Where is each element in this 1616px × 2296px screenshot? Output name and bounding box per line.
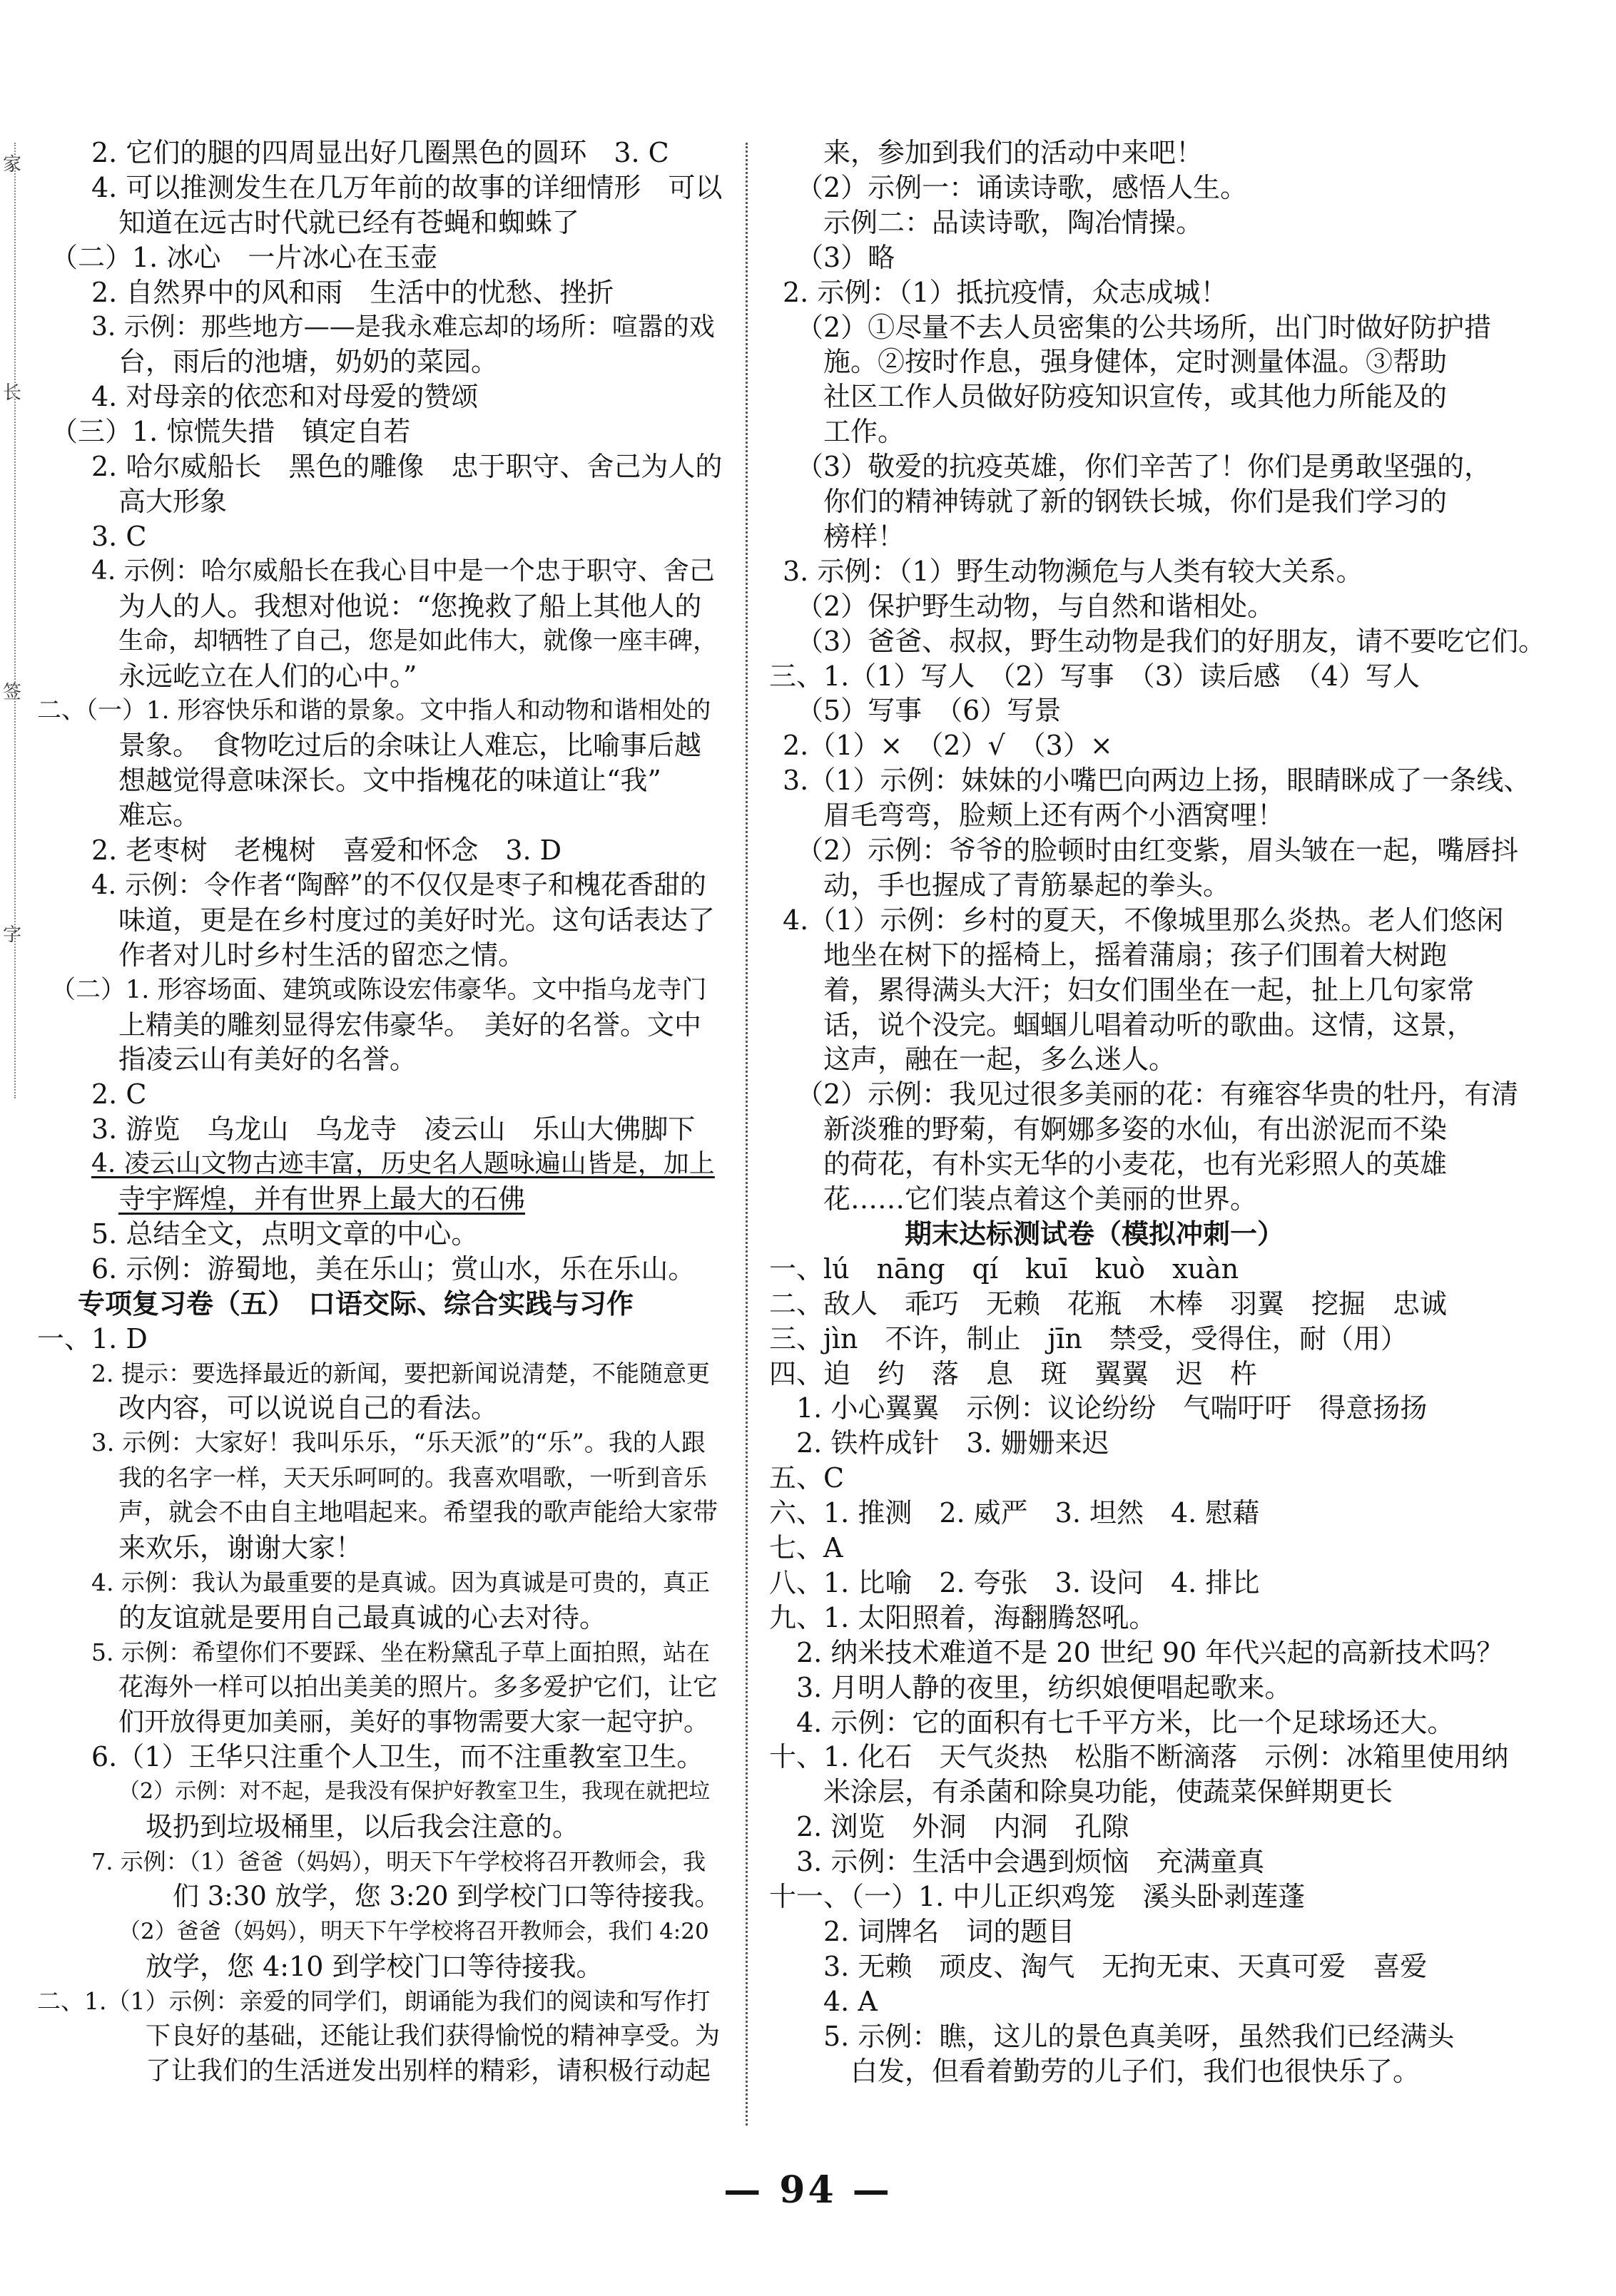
answer-line: 施。②按时作息，强身健体，定时测量体温。③帮助 [823, 346, 1448, 378]
answer-line: 景象。 食物吃过后的余味让人难忘，比喻事后越 [118, 730, 702, 762]
answer-line: 五、C [769, 1462, 845, 1494]
binding-margin-line [14, 143, 16, 1098]
answer-line: 4. 对母亲的依恋和对母爱的赞颂 [91, 381, 479, 413]
answer-line: （2）示例：爷爷的脸顿时由红变紫，眉头皱在一起，嘴唇抖 [796, 835, 1519, 866]
answer-line: 5. 总结全文，点明文章的中心。 [91, 1218, 479, 1250]
answer-line: 4. 示例：哈尔威船长在我心目中是一个忠于职守、舍己 [91, 556, 715, 586]
answer-line: 三、1.（1）写人 （2）写事 （3）读后感 （4）写人 [769, 660, 1420, 692]
answer-line: 这声，融在一起，多么迷人。 [823, 1044, 1177, 1076]
answer-line: （三）1. 惊慌失措 镇定自若 [51, 416, 411, 448]
answer-line: 2. C [91, 1078, 147, 1111]
answer-line: 知道在远古时代就已经有苍蝇和蜘蛛了 [118, 206, 580, 238]
answer-line: （二）1. 形容场面、建筑或陈设宏伟豪华。文中指乌龙寺门 [51, 975, 707, 1004]
answer-line: 的荷花，有朴实无华的小麦花，也有光彩照人的英雄 [823, 1148, 1448, 1180]
answer-line: 米涂层，有杀菌和除臭功能，使蔬菜保鲜期更长 [823, 1776, 1393, 1808]
answer-line: 动，手也握成了青筋暴起的拳头。 [823, 869, 1231, 901]
answer-line: 2. 自然界中的风和雨 生活中的忧愁、挫折 [91, 276, 614, 308]
answer-line: 寺宇辉煌，并有世界上最大的石佛 [118, 1183, 526, 1215]
answer-line: 3. 游览 乌龙山 乌龙寺 凌云山 乐山大佛脚下 [91, 1113, 696, 1146]
answer-line: 2. 铁杵成针 3. 姗姗来迟 [796, 1427, 1109, 1459]
answer-line: 3. 示例：（1）野生动物濒危与人类有较大关系。 [783, 555, 1363, 587]
answer-line: 花……它们装点着这个美丽的世界。 [823, 1183, 1258, 1215]
answer-line: 作者对儿时乡村生活的留恋之情。 [118, 939, 526, 971]
answer-line: 4. 示例：它的面积有七千平方米，比一个足球场还大。 [796, 1706, 1455, 1738]
answer-line: 生命，却牺牲了自己，您是如此伟大，就像一座丰碑， [118, 626, 718, 655]
answer-line: 4. 凌云山文物古迹丰富，历史名人题咏遍山皆是，加上 [91, 1149, 715, 1179]
answer-line: 2.（1）× （2）√ （3）× [783, 730, 1113, 762]
binding-margin-char: 家 [3, 154, 22, 175]
answer-line: （2）示例一：诵读诗歌，感悟人生。 [796, 171, 1248, 203]
answer-line: 示例二：品读诗歌，陶冶情操。 [823, 206, 1204, 238]
section-heading: 期末达标测试卷（模拟冲刺一） [905, 1217, 1285, 1250]
answer-line: 2. 浏览 外洞 内洞 孔隙 [796, 1811, 1129, 1843]
answer-line: 七、A [769, 1532, 843, 1563]
answer-line: 二、1.（1）示例：亲爱的同学们，朗诵能为我们的阅读和写作打 [37, 1986, 711, 2015]
answer-line: 下良好的基础，还能让我们获得愉悦的精神享受。为 [146, 2021, 721, 2051]
answer-line: （二）1. 冰心 一片冰心在玉壶 [51, 241, 438, 273]
answer-line: 花海外一样可以拍出美美的照片。多多爱护它们，让它 [118, 1673, 718, 1702]
answer-line: 4. 示例：我认为最重要的是真诚。因为真诚是可贵的，真正 [91, 1568, 710, 1596]
answer-line: 四、迫 约 落 息 斑 翼翼 迟 杵 [769, 1357, 1258, 1389]
answer-line: （3）略 [796, 241, 895, 273]
answer-line: 榜样！ [823, 520, 905, 552]
answer-line: 2. 词牌名 词的题目 [823, 1915, 1075, 1947]
answer-line: （5）写事 （6）写景 [796, 695, 1062, 727]
answer-line: 难忘。 [118, 800, 200, 832]
answer-line: 们开放得更加美丽，美好的事物需要大家一起守护。 [118, 1707, 710, 1737]
answer-line: 2. 哈尔威船长 黑色的雕像 忠于职守、舍己为人的 [91, 451, 723, 483]
answer-line: 7. 示例：（1）爸爸（妈妈），明天下午学校将召开教师会，我 [91, 1848, 706, 1876]
answer-line: （2）爸爸（妈妈），明天下午学校将召开教师会，我们 4:20 [118, 1918, 709, 1944]
answer-line: 5. 示例：瞧，这儿的景色真美呀，虽然我们已经满头 [823, 2020, 1455, 2052]
answer-line: 话，说个没完。蝈蝈儿唱着动听的歌曲。这情，这景， [823, 1009, 1475, 1041]
answer-line: 台，雨后的池塘，奶奶的菜园。 [118, 346, 499, 378]
page-number: — 94 — [723, 2168, 893, 2212]
answer-line: 永远屹立在人们的心中。” [118, 660, 417, 692]
answer-line: （2）保护野生动物，与自然和谐相处。 [796, 590, 1275, 622]
answer-line: 来欢乐，谢谢大家！ [118, 1532, 363, 1563]
answer-line: 眉毛弯弯，脸颊上还有两个小酒窝哩！ [823, 800, 1285, 832]
answer-line: 2. 它们的腿的四周显出好几圈黑色的圆环 3. C [91, 137, 669, 168]
answer-line: 六、1. 推测 2. 威严 3. 坦然 4. 慰藉 [769, 1497, 1260, 1529]
answer-line: 三、jìn 不许，制止 jīn 禁受，受得住，耐（用） [769, 1322, 1408, 1354]
answer-line: 十一、（一）1. 中儿正织鸡笼 溪头卧剥莲蓬 [769, 1881, 1306, 1912]
answer-line: 3. C [91, 520, 147, 552]
answer-line: 2. 纳米技术难道不是 20 世纪 90 年代兴起的高新技术吗？ [796, 1636, 1504, 1668]
answer-line: 着，累得满头大汗；妇女们围坐在一起，扯上几句家常 [823, 974, 1475, 1006]
answer-line: 4. A [823, 1985, 878, 2017]
answer-line: 二、敌人 乖巧 无赖 花瓶 木棒 羽翼 挖掘 忠诚 [769, 1287, 1448, 1320]
answer-line: 八、1. 比喻 2. 夸张 3. 设问 4. 排比 [769, 1566, 1260, 1598]
binding-margin-char: 长 [3, 382, 22, 404]
binding-margin-char: 签 [3, 682, 22, 703]
answer-line: 上精美的雕刻显得宏伟豪华。 美好的名誉。文中 [118, 1009, 702, 1041]
answer-line: 2. 示例：（1）抵抗疫情，众志成城！ [783, 276, 1228, 308]
answer-line: 二、（一）1. 形容快乐和谐的景象。文中指人和动物和谐相处的 [37, 696, 711, 725]
answer-line: 4. 可以推测发生在几万年前的故事的详细情形 可以 [91, 171, 723, 203]
answer-line: 社区工作人员做好防疫知识宣传，或其他力所能及的 [823, 381, 1448, 413]
answer-line: 3. 示例：生活中会遇到烦恼 充满童真 [796, 1846, 1265, 1878]
answer-line: 改内容，可以说说自己的看法。 [118, 1392, 499, 1424]
answer-line: 1. 小心翼翼 示例：议论纷纷 气喘吁吁 得意扬扬 [796, 1392, 1428, 1424]
answer-line: （2）示例：我见过很多美丽的花：有雍容华贵的牡丹，有清 [796, 1078, 1519, 1111]
binding-margin-char: 字 [3, 924, 22, 946]
answer-line: 6. 示例：游蜀地，美在乐山；赏山水，乐在乐山。 [91, 1252, 696, 1285]
section-heading: 专项复习卷（五） 口语交际、综合实践与习作 [78, 1287, 634, 1320]
answer-line: 高大形象 [118, 486, 228, 517]
binding-edge [0, 136, 21, 1091]
answer-line: 白发，但看着勤劳的儿子们，我们也很快乐了。 [850, 2055, 1421, 2087]
answer-line: 4. 示例：令作者“陶醉”的不仅仅是枣子和槐花香甜的 [91, 869, 706, 900]
answer-line: 来，参加到我们的活动中来吧！ [823, 137, 1204, 168]
answer-line: 工作。 [823, 416, 905, 448]
answer-line: 地坐在树下的摇椅上，摇着蒲扇；孩子们围着大树跑 [823, 939, 1448, 971]
answer-line: 5. 示例：希望你们不要踩、坐在粉黛乱子草上面拍照，站在 [91, 1638, 710, 1666]
answer-line: 放学，您 4:10 到学校门口等待接我。 [146, 1950, 604, 1982]
answer-line: （2）示例：对不起，是我没有保护好教室卫生，我现在就把垃 [118, 1779, 711, 1805]
answer-line: 十、1. 化石 天气炎热 松脂不断滴落 示例：冰箱里使用纳 [769, 1741, 1509, 1773]
answer-line: 我的名字一样，天天乐呵呵的。我喜欢唱歌，一听到音乐 [118, 1464, 707, 1492]
answer-line: 3. 月明人静的夜里，纺织娘便唱起歌来。 [796, 1671, 1292, 1703]
answer-line: 的友谊就是要用自己最真诚的心去对待。 [118, 1601, 607, 1633]
answer-line: 了让我们的生活迸发出别样的精彩，请积极行动起 [146, 2056, 711, 2086]
answer-line: 味道，更是在乡村度过的美好时光。这句话表达了 [118, 904, 716, 936]
answer-line: 九、1. 太阳照着，海翻腾怒吼。 [769, 1601, 1157, 1633]
answer-line: （2）①尽量不去人员密集的公共场所，出门时做好防护措 [796, 311, 1492, 343]
answer-line: 3. 无赖 顽皮、淘气 无拘无束、天真可爱 喜爱 [823, 1950, 1428, 1982]
answer-line: 为人的人。我想对他说：“您挽救了船上其他人的 [118, 590, 702, 622]
answer-line: 一、lú nāng qí kuī kuò xuàn [769, 1252, 1239, 1285]
answer-line: 3.（1）示例：妹妹的小嘴巴向两边上扬，眼睛眯成了一条线、 [783, 765, 1531, 797]
answer-line: 4.（1）示例：乡村的夏天，不像城里那么炎热。老人们悠闲 [783, 904, 1504, 936]
answer-line: （3）爸爸、叔叔，野生动物是我们的好朋友，请不要吃它们。 [796, 625, 1546, 657]
answer-line: 6.（1）王华只注重个人卫生，而不注重教室卫生。 [91, 1741, 704, 1773]
answer-line: 声，就会不由自主地唱起来。希望我的歌声能给大家带 [118, 1499, 718, 1528]
answer-line: 们 3:30 放学，您 3:20 到学校门口等待接我。 [173, 1881, 721, 1912]
answer-line: 圾扔到垃圾桶里，以后我会注意的。 [146, 1811, 580, 1843]
answer-line: 一、1. D [37, 1322, 148, 1354]
answer-line: 3. 示例：那些地方——是我永难忘却的场所：喧嚣的戏 [91, 312, 715, 342]
answer-line: 2. 老枣树 老槐树 喜爱和怀念 3. D [91, 835, 562, 866]
column-divider [746, 143, 748, 2126]
answer-line: （3）敬爱的抗疫英雄，你们辛苦了！你们是勇敢坚强的， [796, 451, 1492, 483]
answer-line: 新淡雅的野菊，有婀娜多姿的水仙，有出淤泥而不染 [823, 1113, 1448, 1146]
answer-line: 指凌云山有美好的名誉。 [118, 1044, 417, 1076]
answer-line: 2. 提示：要选择最近的新闻，要把新闻说清楚，不能随意更 [91, 1359, 710, 1387]
answer-line: 想越觉得意味深长。文中指槐花的味道让“我” [118, 765, 661, 797]
answer-line: 你们的精神铸就了新的钢铁长城，你们是我们学习的 [823, 486, 1448, 517]
answer-line: 3. 示例：大家好！我叫乐乐，“乐天派”的“乐”。我的人跟 [91, 1429, 706, 1458]
